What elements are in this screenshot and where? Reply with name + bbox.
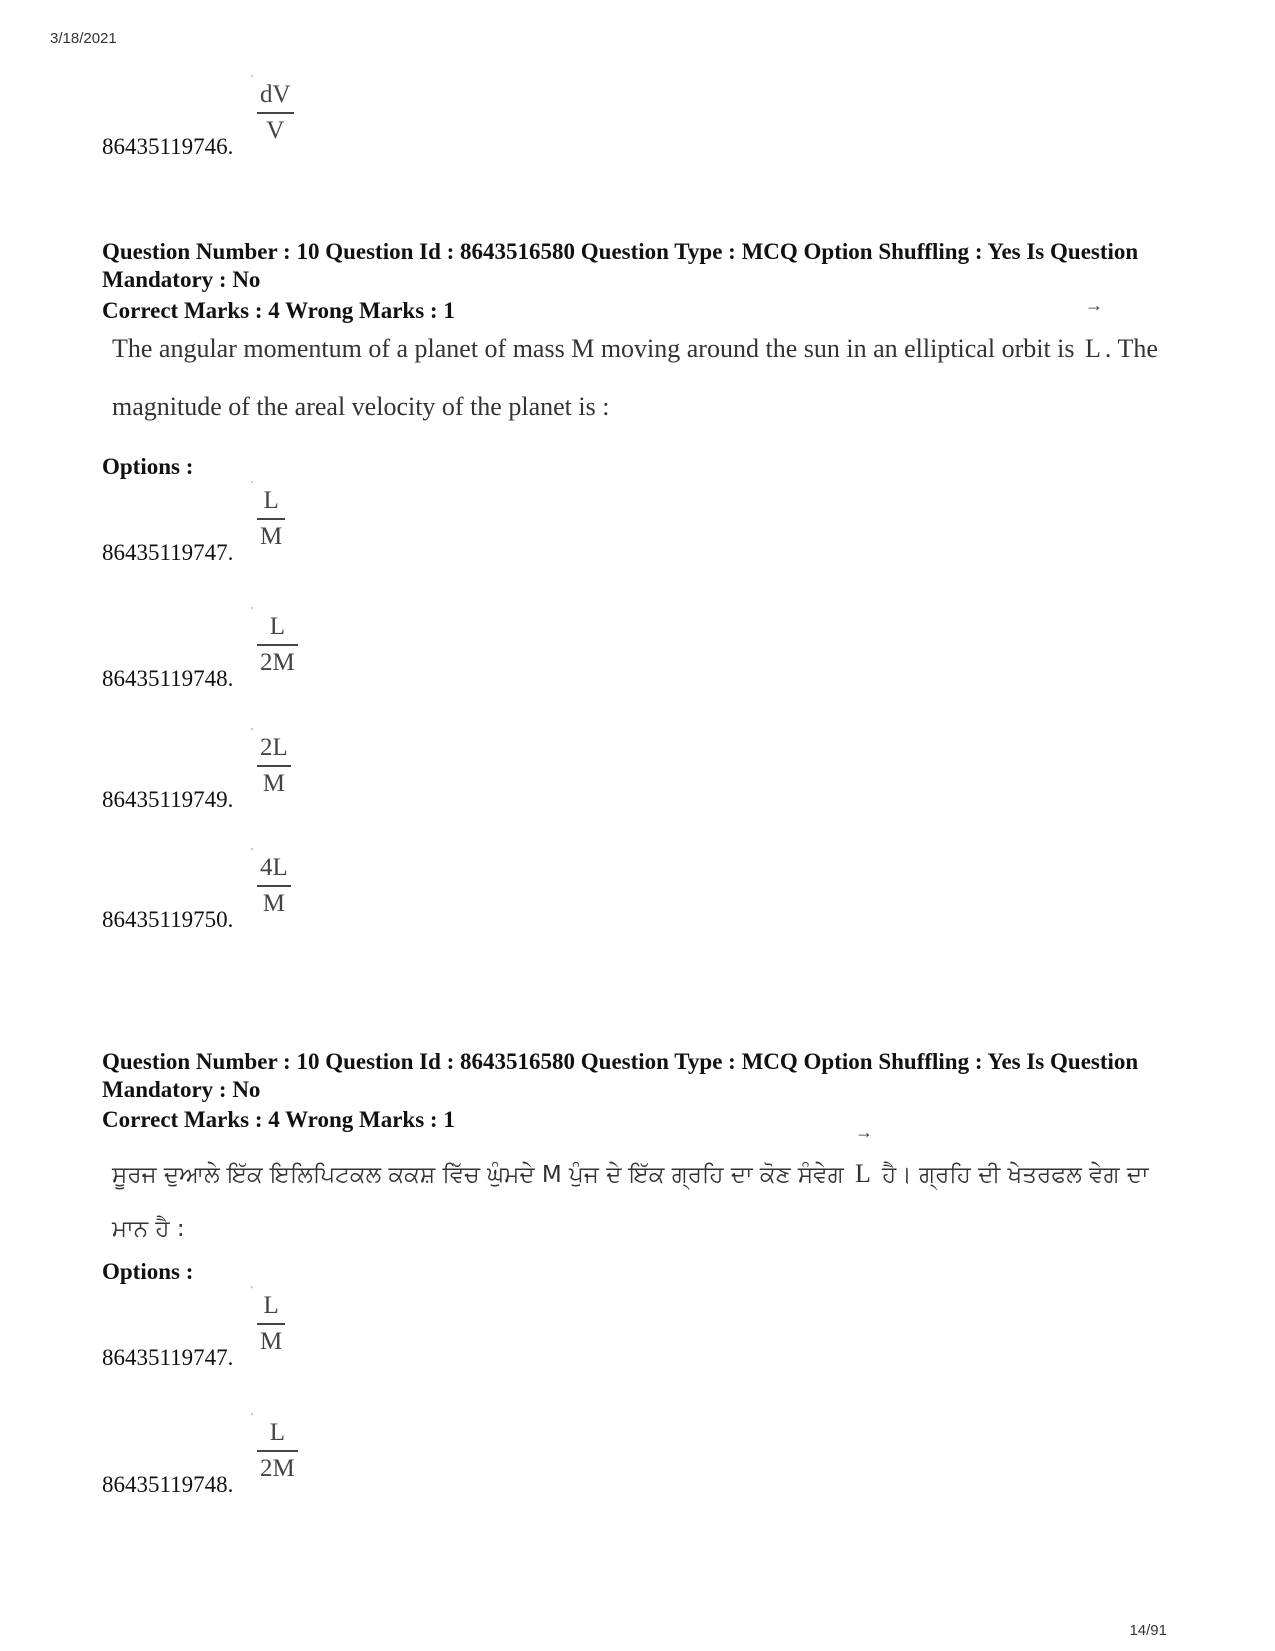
fraction-denominator: M xyxy=(260,1328,283,1355)
fraction-denominator: V xyxy=(266,117,285,144)
option-id: 86435119748. xyxy=(102,1472,234,1497)
question-marks: Correct Marks : 4 Wrong Marks : 1 xyxy=(102,298,455,323)
option-fraction: ' L 2M xyxy=(257,612,298,678)
question-text-part1: The angular momentum of a planet of mass M moving around the sun in an elliptical orbit is xyxy=(112,334,1075,363)
option-row xyxy=(102,1285,702,1371)
print-date: 3/18/2021 xyxy=(50,30,117,47)
option-id: 86435119750. xyxy=(102,907,234,932)
option-id: 86435119749. xyxy=(102,787,234,812)
fraction-denominator: M xyxy=(260,523,283,550)
option-fraction: ' L M xyxy=(257,1291,285,1357)
fraction-denominator: M xyxy=(262,770,285,797)
option-fraction: ' L 2M xyxy=(257,1418,298,1484)
vector-arrow: → xyxy=(854,1122,873,1142)
question-marks: Correct Marks : 4 Wrong Marks : 1 xyxy=(102,1107,455,1132)
option-row xyxy=(102,847,702,933)
question-header: Question Number : 10 Question Id : 8643516580 Question Type : MCQ Option Shuffling : Yes Is Question Mandatory : No xyxy=(102,239,1139,292)
option-fraction: ' 4L M xyxy=(257,853,291,919)
fraction-denominator: 2M xyxy=(260,649,295,676)
option-id: 86435119747. xyxy=(102,1345,234,1370)
fraction-numerator: L xyxy=(263,1292,279,1319)
option-id: 86435119748. xyxy=(102,666,234,691)
fraction-bar xyxy=(257,112,294,114)
fraction-numerator: L xyxy=(263,487,279,514)
fraction-numerator: 2L xyxy=(260,734,288,761)
options-label: Options : xyxy=(102,1259,194,1284)
question-header: Question Number : 10 Question Id : 8643516580 Question Type : MCQ Option Shuffling : Yes Is Question Mandatory : No xyxy=(102,1049,1139,1102)
vector-symbol: → L xyxy=(854,1122,873,1188)
fraction-bar xyxy=(257,1450,298,1452)
fraction-denominator: M xyxy=(262,890,285,917)
option-row xyxy=(102,727,702,813)
option-fraction: ' dV V xyxy=(257,80,294,146)
fraction-numerator: L xyxy=(269,1419,285,1446)
options-label: Options : xyxy=(102,454,194,479)
page-number: 14/91 xyxy=(1129,1622,1167,1639)
vector-arrow: → xyxy=(1085,295,1104,315)
fraction-numerator: 4L xyxy=(260,854,288,881)
vector-symbol: → L xyxy=(1085,295,1104,363)
option-id: 86435119746. xyxy=(102,134,234,159)
fraction-bar xyxy=(257,885,291,887)
fraction-numerator: dV xyxy=(260,81,291,108)
option-row xyxy=(102,606,702,692)
question-text-part2: ਹੈ। ਗ੍ਰਹਿ ਦੀ ਖੇਤਰਫਲ ਵੇਗ ਦਾ ਮਾਨ ਹੈ : xyxy=(112,1162,1149,1242)
question-text-part2: . The magnitude of the areal velocity of the planet is : xyxy=(112,334,1158,421)
option-id: 86435119747. xyxy=(102,540,234,565)
fraction-denominator: 2M xyxy=(260,1455,295,1482)
question-text xyxy=(112,1122,1192,1256)
option-row xyxy=(102,74,702,160)
fraction-numerator: L xyxy=(269,613,285,640)
option-row xyxy=(102,1412,702,1498)
fraction-bar xyxy=(257,1323,285,1325)
option-fraction: ' 2L M xyxy=(257,733,291,799)
question-text-part1: ਸੂਰਜ ਦੁਆਲੇ ਇੱਕ ਇਲਿਪਿਟਕਲ ਕਕਸ਼ ਵਿੱਚ ਘੁੰਮਦੇ M ਪੁੰਜ ਦੇ ਇੱਕ ਗ੍ਰਹਿ ਦਾ ਕੋਣ ਸੰਵੇਗ xyxy=(112,1162,844,1188)
fraction-bar xyxy=(257,518,285,520)
fraction-bar xyxy=(257,644,298,646)
option-row xyxy=(102,480,702,566)
option-fraction: ' L M xyxy=(257,486,285,552)
fraction-bar xyxy=(257,765,291,767)
